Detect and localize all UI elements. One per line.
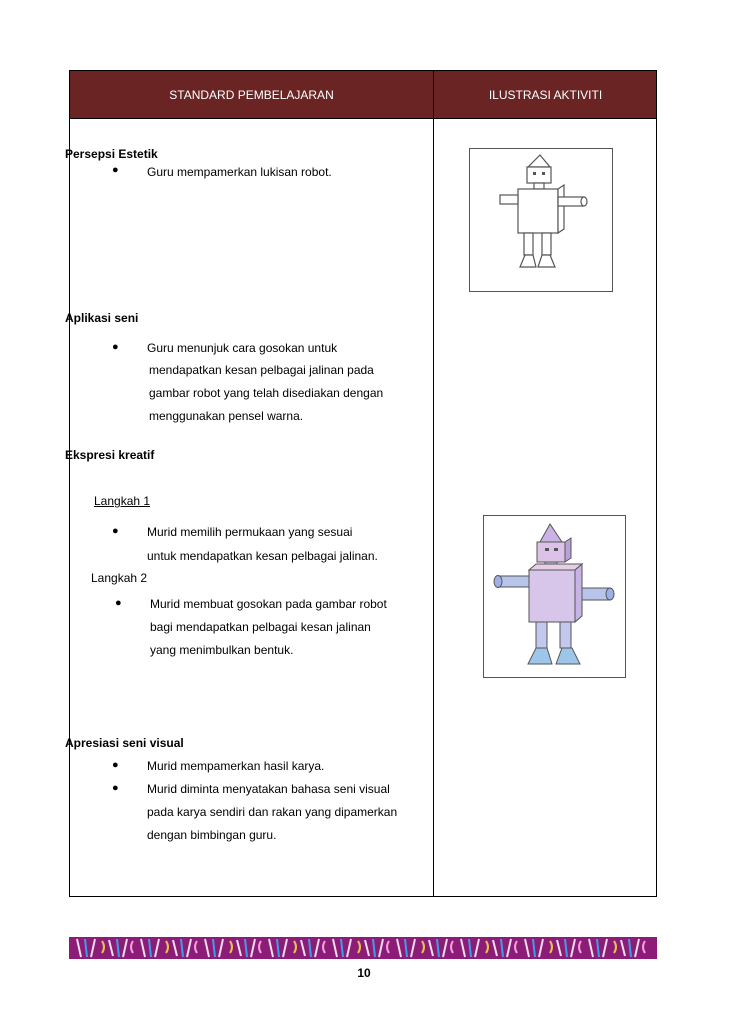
- apresiasi-bullet1: Murid mempamerkan hasil karya.: [147, 759, 325, 773]
- apresiasi-line: pada karya sendiri dan rakan yang dipamerkan: [147, 805, 398, 819]
- apresiasi-line: dengan bimbingan guru.: [147, 828, 277, 842]
- bullet-icon: ●: [112, 782, 119, 794]
- bullet-icon: ●: [112, 525, 119, 537]
- section-title-ekspresi: Ekspresi kreatif: [65, 448, 155, 462]
- aplikasi-line: mendapatkan kesan pelbagai jalinan pada: [149, 363, 374, 377]
- footer-decoration: [69, 937, 657, 959]
- table-header: [70, 71, 656, 119]
- aplikasi-line: menggunakan pensel warna.: [149, 409, 304, 423]
- step2-line: bagi mendapatkan pelbagai kesan jalinan: [150, 620, 371, 634]
- apresiasi-line: Murid diminta menyatakan bahasa seni visual: [147, 782, 390, 796]
- header-standard: STANDARD PEMBELAJARAN: [169, 88, 334, 102]
- bullet-icon: ●: [112, 759, 119, 771]
- aplikasi-line: gambar robot yang telah disediakan dengan: [149, 386, 384, 400]
- bullet-icon: ●: [112, 164, 119, 176]
- activity-table: [65, 70, 657, 897]
- step2-line: Murid membuat gosokan pada gambar robot: [150, 597, 387, 611]
- bullet-icon: ●: [115, 597, 122, 609]
- bullet-icon: ●: [112, 341, 119, 353]
- step2-label: Langkah 2: [91, 571, 148, 585]
- robot-sketch-image: [469, 148, 613, 292]
- page-number: 10: [357, 966, 371, 980]
- header-illustration: ILUSTRASI AKTIVITI: [488, 88, 603, 102]
- section-title-apresiasi: Apresiasi seni visual: [65, 736, 184, 750]
- step1-label: Langkah 1: [94, 494, 151, 508]
- section-title-persepsi: Persepsi Estetik: [65, 147, 158, 161]
- persepsi-bullet-text: Guru mempamerkan lukisan robot.: [147, 165, 332, 179]
- step1-line: Murid memilih permukaan yang sesuai: [147, 525, 353, 539]
- section-title-aplikasi: Aplikasi seni: [65, 311, 139, 325]
- column-divider: [433, 71, 434, 896]
- robot-rubbing-image: [483, 515, 626, 678]
- aplikasi-line: Guru menunjuk cara gosokan untuk: [147, 341, 338, 355]
- step2-line: yang menimbulkan bentuk.: [150, 643, 294, 657]
- step1-line: untuk mendapatkan kesan pelbagai jalinan.: [147, 549, 378, 563]
